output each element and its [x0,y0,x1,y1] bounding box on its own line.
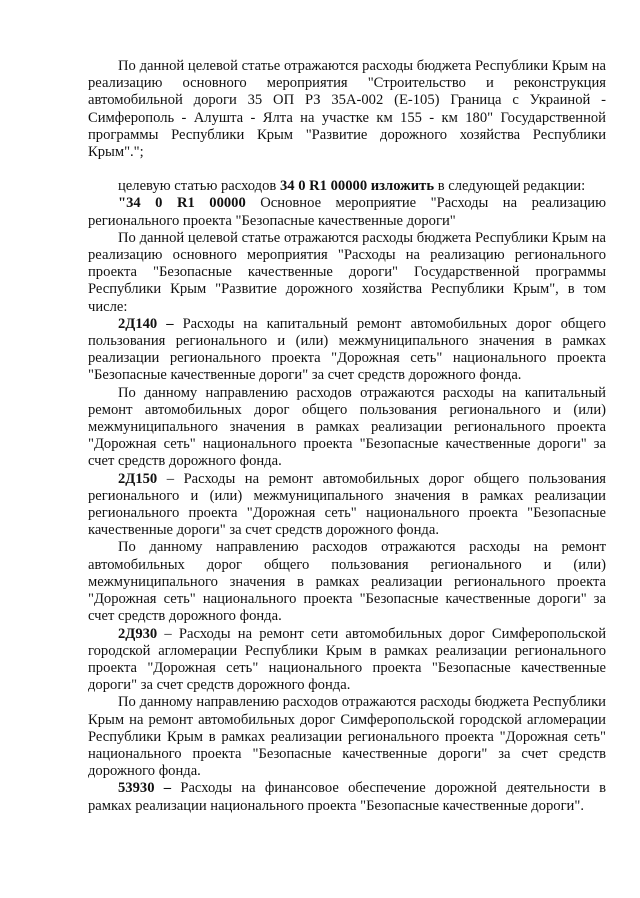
amendment-verb: изложить [367,178,435,195]
paragraph-article-title [88,195,606,229]
paragraph-2d150-description: По данному направлению расходов отражаются расходы на ремонт автомобильных дорог общего пользования регионального и (или) межмуниципального значения в рамках реализации регионального проекта "Дорожная сеть" национального проекта "Безопасные качественные дороги" за счет средств дорожного фонда. [88,539,606,625]
text-53930: Расходы на финансовое обеспечение дорожной деятельности в рамках реализации национального проекта "Безопасные качественные дороги". [88,780,606,814]
article-title-text: Основное мероприятие "Расходы на реализацию регионального проекта "Безопасные качественные дороги" [88,195,606,229]
paragraph-2d150 [88,471,606,540]
document-page [88,58,606,815]
text-2d150: – Расходы на ремонт автомобильных дорог общего пользования регионального и (или) межмуниципального значения в рамках реализации регионального проекта "Дорожная сеть" национального проекта "Безопасные качественные дороги" за счет средств дорожного фонда. [88,470,606,539]
code-53930: 53930 – [118,780,172,797]
paragraph-2d930-description: По данному направлению расходов отражаются расходы бюджета Республики Крым на ремонт автомобильных дорог Симферопольской городской агломерации Республики Крым в рамках реализации регионального проекта "Дорожная сеть" национального проекта "Безопасные качественные дороги" за счет средств дорожного фонда. [88,694,606,780]
paragraph-amendment [88,178,606,195]
paragraph-gap [88,161,606,178]
paragraph-53930 [88,780,606,814]
text-2d930: – Расходы на ремонт сети автомобильных дорог Симферопольской городской агломерации Республики Крым в рамках реализации регионального проекта "Дорожная сеть" национального проекта "Безопасные качественные дороги" за счет средств дорожного фонда. [88,625,606,694]
article-code: "34 0 R1 00000 [118,195,246,212]
paragraph-article-description: По данной целевой статье отражаются расходы бюджета Республики Крым на реализацию основного мероприятия "Расходы на реализацию регионального проекта "Безопасные качественные дороги" Государственной программы Республики Крым "Развитие дорожного хозяйства Республики Крым", в том числе: [88,229,606,315]
code-2d150: 2Д150 [118,470,158,487]
paragraph-2d930 [88,626,606,695]
amendment-lead-text: целевую статью расходов [118,178,280,195]
amendment-code: 34 0 R1 00000 [279,178,368,195]
paragraph-2d140 [88,316,606,385]
paragraph-intro: По данной целевой статье отражаются расходы бюджета Республики Крым на реализацию основного мероприятия "Строительство и реконструкция автомобильной дороги 35 ОП РЗ 35А-002 (Е-105) Граница с Украиной - Симферополь - Алушта - Ялта на участке км 155 - км 180" Государственной программы Республики Крым "Развитие дорожного хозяйства Республики Крым"."; [88,58,606,161]
paragraph-2d140-description: По данному направлению расходов отражаются расходы на капитальный ремонт автомобильных дорог общего пользования регионального и (или) межмуниципального значения в рамках реализации регионального проекта "Дорожная сеть" национального проекта "Безопасные качественные дороги" за счет средств дорожного фонда. [88,384,606,470]
code-2d930: 2Д930 [118,625,158,642]
code-2d140: 2Д140 – [118,315,174,332]
amendment-tail-text: в следующей редакции: [434,178,586,195]
text-2d140: Расходы на капитальный ремонт автомобильных дорог общего пользования регионального и (или) межмуниципального значения в рамках реализации регионального проекта "Дорожная сеть" национального проекта "Безопасные качественные дороги" за счет средств дорожного фонда. [88,315,606,384]
